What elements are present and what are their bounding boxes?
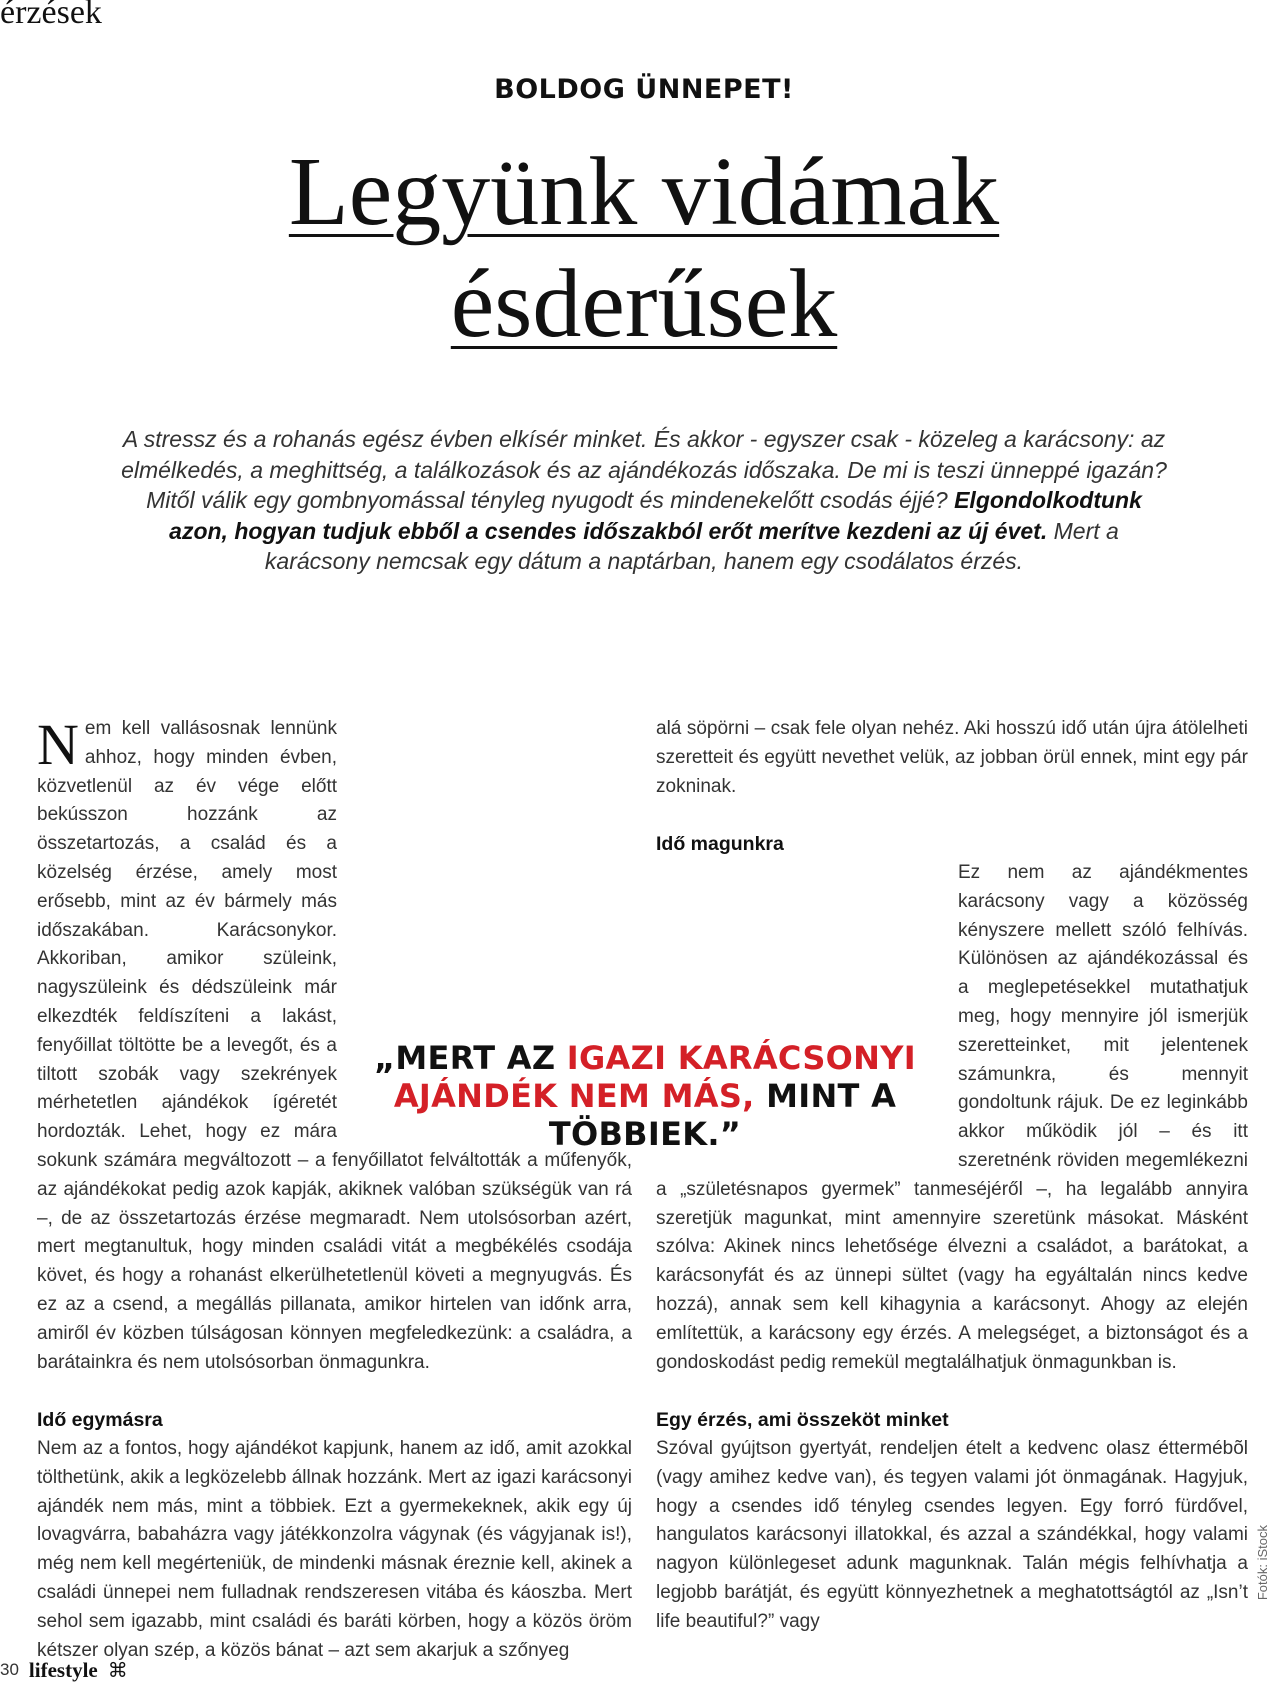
- left-paragraph-2: Nem az a fontos, hogy ajándékot kapjunk, hanem az idő, amit azokkal tölthetünk, akik a legközelebb állnak hozzánk. Mert az igazi karácsonyi ajándék nem más, mint a többiek. Ezt a gyermekeknek, akik egy új lovagvárra, babaházra vagy játékkonzolra vágynak (és vágyjanak is!), még nem kell megérteniük, de mindenki másnak éreznie kell, akinek a családi ünnepei nem fulladnak rendszeresen vitába és káoszba. Mert sehol sem igazabb, mint családi és baráti körben, hogy a közös öröm kétszer olyan szép, a közös bánat – azt sem akarjuk a szőnyeg: [37, 1437, 632, 1661]
- page-footer: [0, 1655, 128, 1685]
- drop-cap: N: [37, 712, 79, 777]
- lead-part-2: Mert a karácsony nemcsak egy dátum a naptárban, hanem egy csodálatos érzés.: [264, 517, 1119, 574]
- lead-part-1: A stressz és a rohanás egész évben elkísér minket. És akkor - egyszer csak - közeleg a karácsony: az elmélkedés, a meghittség, a találkozások és az ajándékozás időszaka. De mi is teszi ünneppé igazán? Mitől válik egy gombnyomással tényleg nyugodt és mindenekelőtt csodás éjjé?: [121, 426, 1167, 513]
- right-paragraph-1: alá söpörni – csak fele olyan nehéz. Aki hosszú idő után újra átölelheti szeretteit és együtt nevethet velük, az jobban örül ennek, mint egy pár zokninak.: [656, 718, 1248, 797]
- headline-line-2: ésderűsek: [450, 250, 838, 358]
- right-column: [656, 715, 1248, 1632]
- magazine-logo: lifestyle: [28, 1657, 98, 1682]
- lead-bold: Elgondolkodtunk azon, hogyan tudjuk ebből a csendes időszakból erőt merítve kezdeni az új évet.: [169, 487, 1142, 544]
- kicker: BOLDOG ÜNNEPET!: [494, 74, 794, 105]
- lead-paragraph: [120, 424, 1168, 577]
- gift-icon: ⌘: [107, 1659, 128, 1682]
- headline: [0, 136, 1280, 360]
- right-paragraph-3: Szóval gyújtson gyertyát, rendeljen ételt a kedvenc olasz éttermébõl (vagy amihez kedve van), és tegyen valami jót önmagának. Hagyjuk, hogy a csendes idő tényleg csendes legyen. Egy forró fürdővel, hangulatos karácsonyi illatokkal, és azzal a szándékkal, hogy valami nagyon különlegeset adunk magunknak. Talán mégis felhívhatja a legjobb barátját, és együtt könnyezhetnek a meghatottságtól az „Isn’t life beautiful?” vagy: [656, 1437, 1248, 1632]
- subheading-egy-erzes: Egy érzés, ami összeköt minket: [656, 1409, 949, 1432]
- pull-quote-part-2: MINT A TÖBBIEK.”: [548, 1077, 897, 1153]
- subheading-ido-magunkra: Idő magunkra: [656, 833, 784, 856]
- section-label: érzések: [0, 0, 102, 31]
- left-column: [37, 712, 632, 1661]
- pull-quote-part-1: „MERT AZ: [374, 1039, 567, 1077]
- photo-credit: Fotók: iStock: [1255, 1525, 1270, 1601]
- headline-line-1: Legyünk vidámak: [288, 138, 1000, 246]
- left-paragraph-1-text: em kell vallásosnak lennünk ahhoz, hogy minden évben, közvetlenül az év vége előtt bekússzon hozzánk az összetartozás, a család és a közelség érzése, amely most erősebb, mint az év bármely más időszakában. Karácsonykor. Akkoriban, amikor szüleink, nagyszüleink és dédszüleink már elkezdték feldíszíteni a lakást, fenyőillat töltötte be a levegőt, és a tiltott szobák vagy szekrények mérhetetlen ajándékok ígéretét hordozták. Lehet, hogy ez mára sokunk számára megváltozott – a fenyőillatot felváltották a műfenyők, az ajándékokat pedig azok kapják, akiknek valóban szükségük van rá –, de az összetartozás érzése megmaradt. Nem utolsósorban azért, mert megtanultuk, hogy minden családi vitát a megbékélés csodája követ, és hogy a rohanást elkerülhetetlenül követi a megnyugvás. És ez az a csend, a megállás pillanata, amikor hirtelen van időnk arra, amiről év közben túlságosan könnyen megfeledkezünk: a családra, a barátainkra és nem utolsósorban önmagunkra.: [37, 718, 632, 1373]
- subheading-ido-egymasra: Idő egymásra: [37, 1409, 163, 1432]
- right-paragraph-2: Ez nem az ajándékmentes karácsony vagy a közösség kényszere mellett szóló felhívás. Különösen az ajándékozással és a meglepetésekkel mutathatjuk meg, hogy mennyire jól ismerjük szeretteinket, mit jelentenek számunkra, és mennyit gondoltunk rájuk. De ez leginkább akkor működik jól – és itt szeretnénk röviden megemlékezni a „születésnapos gyermek” tanmeséjéről –, ha legalább annyira szeretjük magunkat, mint amennyire szeretünk másokat. Másként szólva: Akinek nincs lehetősége élvezni a családot, a barátokat, a karácsonyfát és az ünnepi sültet (vagy ha egyáltalán nincs kedve hozzá), annak sem kell kihagynia a karácsonyt. Ahogy az elején említettük, a karácsony egy érzés. A melegséget, a biztonságot és a gondoskodást pedig remekül megtalálhatjuk önmagunkban is.: [656, 861, 1248, 1373]
- pull-quote-highlight: IGAZI KARÁCSONYI AJÁNDÉK NEM MÁS,: [393, 1039, 916, 1115]
- pull-quote: [360, 1039, 930, 1153]
- page-number: 30: [0, 1660, 19, 1679]
